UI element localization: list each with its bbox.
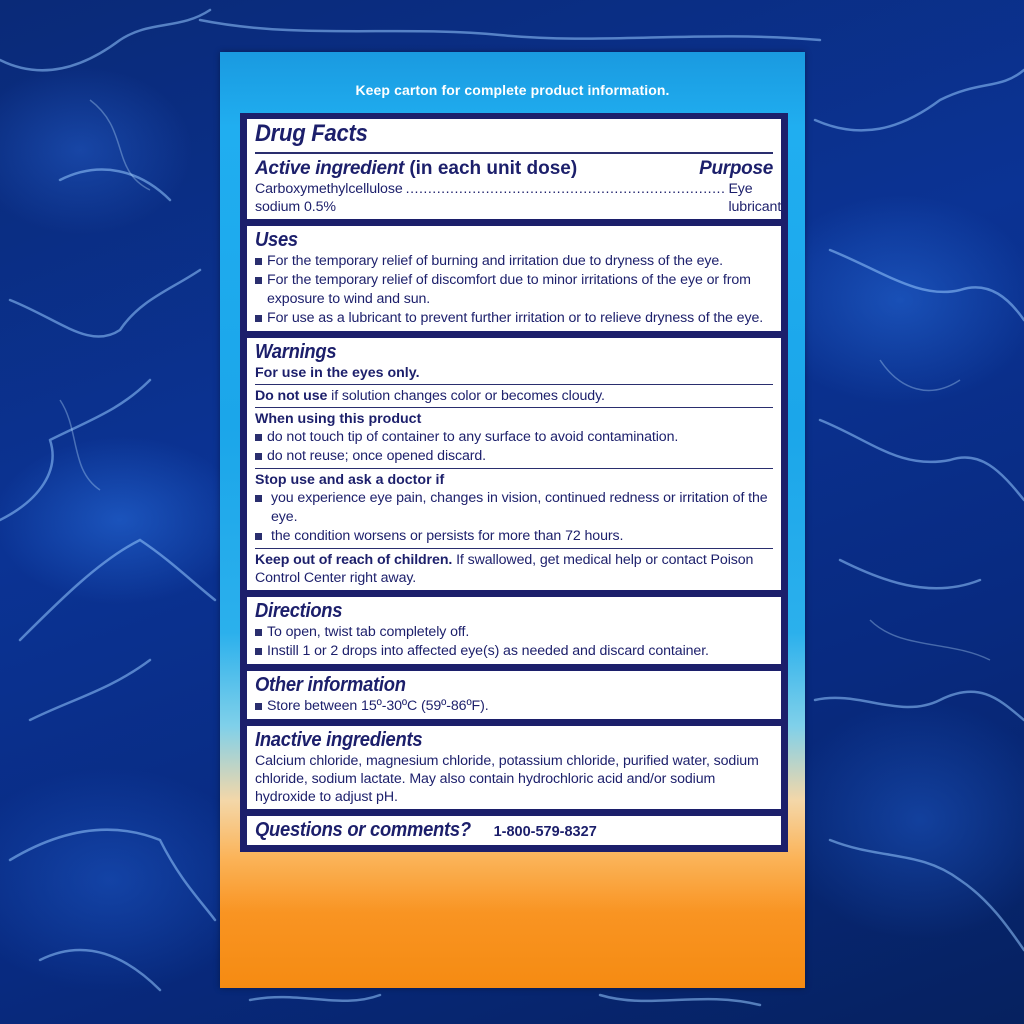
divider bbox=[255, 384, 773, 385]
active-ingredient-name: Carboxymethylcellulose sodium 0.5% bbox=[255, 181, 403, 215]
list-item: For use as a lubricant to prevent further irritation or to relieve dryness of the eye. bbox=[255, 309, 773, 328]
questions-heading: Questions or comments? bbox=[255, 819, 471, 841]
warnings-panel bbox=[247, 338, 781, 590]
drug-facts-header-panel bbox=[247, 119, 781, 219]
stop-use-heading: Stop use and ask a doctor if bbox=[255, 472, 445, 488]
stop-use-list bbox=[255, 489, 773, 546]
other-information-list bbox=[255, 697, 773, 716]
list-item: do not touch tip of container to any surface to avoid contamination. bbox=[255, 428, 773, 447]
list-item: To open, twist tab completely off. bbox=[255, 623, 773, 642]
list-item: the condition worsens or persists for more than 72 hours. bbox=[255, 527, 773, 546]
eyes-only-warning: For use in the eyes only. bbox=[255, 365, 420, 381]
active-ingredient-purpose: Eye lubricant bbox=[728, 181, 782, 215]
directions-list bbox=[255, 623, 773, 661]
divider bbox=[255, 548, 773, 549]
product-label-card bbox=[220, 52, 805, 988]
do-not-use-warning bbox=[255, 387, 773, 405]
other-information-heading: Other information bbox=[255, 674, 406, 696]
divider bbox=[255, 468, 773, 469]
list-item: For the temporary relief of discomfort due to minor irritations of the eye or from exposure to wind and sun. bbox=[255, 271, 773, 309]
active-ingredient-row bbox=[255, 180, 782, 216]
keep-carton-note: Keep carton for complete product information. bbox=[355, 82, 670, 98]
dot-leader: ........................................................................ bbox=[405, 181, 726, 197]
children-label: Keep out of reach of children. bbox=[255, 552, 453, 568]
drug-facts-frame bbox=[240, 113, 788, 852]
questions-panel bbox=[247, 816, 781, 845]
drug-facts-title: Drug Facts bbox=[255, 120, 368, 147]
uses-panel bbox=[247, 226, 781, 331]
list-item: do not reuse; once opened discard. bbox=[255, 447, 773, 466]
when-using-heading: When using this product bbox=[255, 411, 422, 427]
inactive-ingredients-panel bbox=[247, 726, 781, 809]
inactive-ingredients-heading: Inactive ingredients bbox=[255, 729, 423, 751]
keep-out-of-reach-warning bbox=[255, 551, 773, 587]
children-text: If swallowed, get medical help or contact Poison Control Center right away. bbox=[255, 552, 754, 586]
list-item: you experience eye pain, changes in vision, continued redness or irritation of the eye. bbox=[255, 489, 773, 527]
do-not-use-label: Do not use bbox=[255, 388, 328, 404]
questions-line bbox=[255, 818, 773, 842]
purpose-heading: Purpose bbox=[699, 158, 773, 179]
active-ingredient-heading-suffix: (in each unit dose) bbox=[409, 158, 578, 179]
other-information-panel bbox=[247, 671, 781, 719]
list-item: For the temporary relief of burning and irritation due to dryness of the eye. bbox=[255, 252, 773, 271]
list-item: Store between 15º-30ºC (59º-86ºF). bbox=[255, 697, 773, 716]
uses-list bbox=[255, 252, 773, 328]
uses-heading: Uses bbox=[255, 229, 298, 251]
directions-heading: Directions bbox=[255, 600, 343, 622]
list-item: Instill 1 or 2 drops into affected eye(s) as needed and discard container. bbox=[255, 642, 773, 661]
when-using-list bbox=[255, 428, 773, 466]
active-ingredient-heading-row bbox=[255, 158, 773, 180]
do-not-use-text: if solution changes color or becomes cloudy. bbox=[327, 388, 605, 404]
directions-panel bbox=[247, 597, 781, 664]
phone-number: 1-800-579-8327 bbox=[493, 824, 597, 840]
divider bbox=[255, 152, 773, 154]
warnings-heading: Warnings bbox=[255, 341, 337, 363]
inactive-ingredients-text: Calcium chloride, magnesium chloride, potassium chloride, purified water, sodium chloride, sodium lactate. May also contain hydrochloric acid and/or sodium hydroxide to adjust pH. bbox=[255, 753, 759, 805]
active-ingredient-heading: Active ingredient bbox=[255, 158, 405, 179]
divider bbox=[255, 407, 773, 408]
